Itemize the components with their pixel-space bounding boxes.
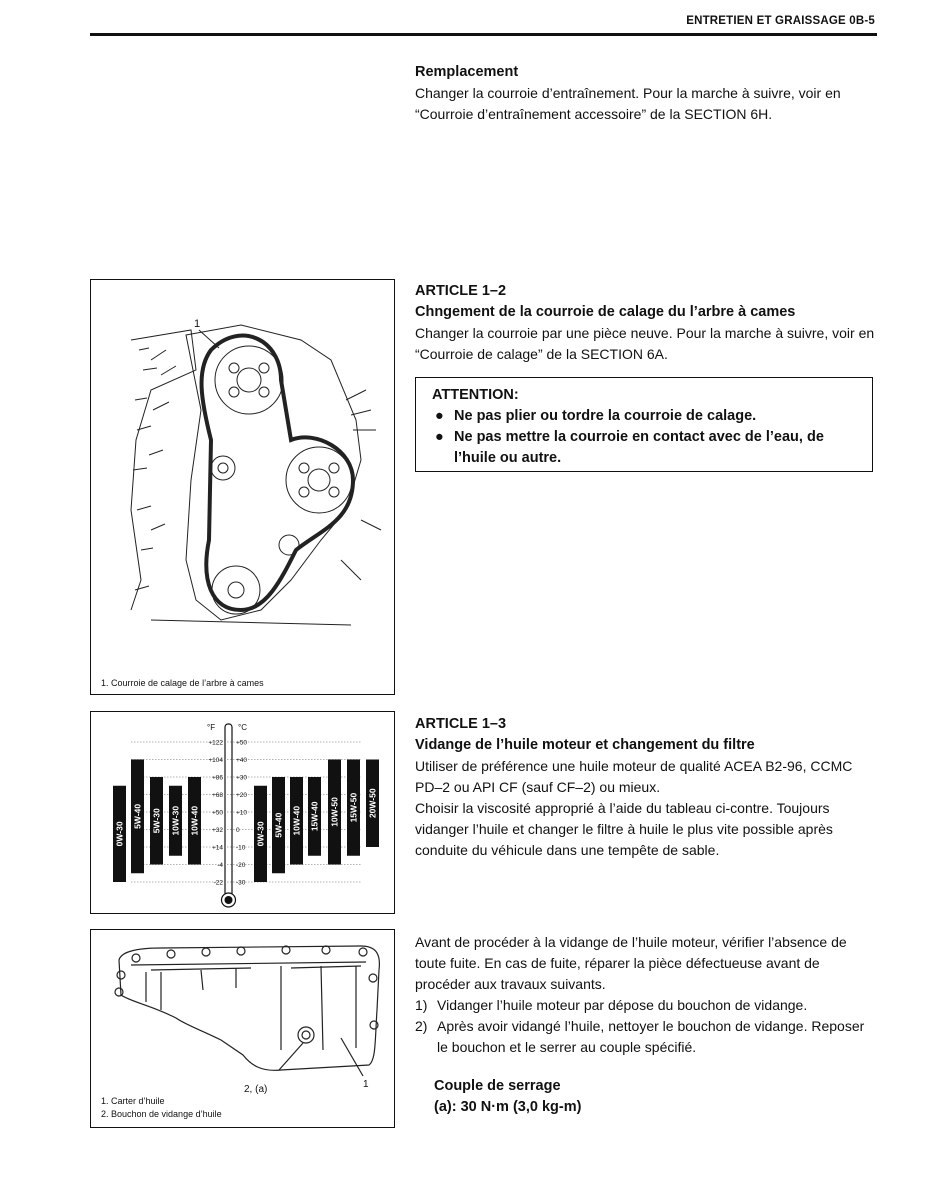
torque-label: Couple de serrage [434, 1078, 561, 1094]
viscosity-chart [91, 712, 394, 913]
viscosity-grade-label: 0W-30 [255, 821, 266, 847]
article-1-2-title: ARTICLE 1–2 [415, 283, 507, 299]
f-tick-label: +86 [211, 774, 223, 782]
article-1-3-title: ARTICLE 1–3 [415, 716, 507, 732]
c-tick-label: +10 [236, 809, 248, 817]
step-text: Après avoir vidangé l’huile, nettoyer le bouchon de vidange. Reposer le bouchon et le serrer au couple spécifié. [437, 1018, 865, 1055]
replacement-section [415, 62, 875, 125]
viscosity-grade-label: 15W-50 [348, 792, 359, 823]
f-tick-label: -22 [213, 879, 223, 887]
article-1-3-subtitle: Vidange de l’huile moteur et changement du filtre [415, 737, 755, 753]
step-item [415, 1016, 875, 1058]
article-1-3-text-1: Utiliser de préférence une huile moteur de qualité ACEA B2-96, CCMC PD–2 ou API CF (sauf CF–2) ou mieux. [415, 758, 853, 795]
article-1-2-section [415, 281, 875, 365]
pan-callout-2: 2, (a) [244, 1084, 268, 1095]
pan-caption-2: 2. Bouchon de vidange d’huile [101, 1109, 222, 1119]
bullet-icon: ● [435, 408, 444, 424]
viscosity-grade-label: 20W-50 [367, 788, 378, 819]
f-tick-label: +68 [211, 792, 223, 799]
viscosity-grade-label: 15W-40 [309, 801, 320, 832]
attention-item-text: Ne pas plier ou tordre la courroie de calage. [454, 408, 757, 424]
viscosity-grade-label: 5W-30 [151, 808, 162, 834]
f-tick-label: +104 [208, 757, 223, 764]
replacement-heading: Remplacement [415, 64, 519, 80]
timing-belt-illustration [91, 280, 394, 674]
attention-item [432, 406, 856, 427]
pan-callout-1: 1 [363, 1079, 369, 1090]
replacement-text: Changer la courroie d’entraînement. Pour la marche à suivre, voir en “Courroie d’entraînement accessoire” de la SECTION 6H. [415, 85, 841, 122]
c-tick-label: -10 [236, 844, 246, 852]
viscosity-grade-label: 5W-40 [273, 812, 284, 838]
viscosity-grade-label: 10W-30 [170, 805, 181, 836]
viscosity-grade-label: 10W-50 [329, 797, 340, 827]
article-1-2-text: Changer la courroie par une pièce neuve. Pour la marche à suivre, voir en “Courroie de calage” de la SECTION 6A. [415, 325, 875, 362]
f-tick-label: -4 [217, 862, 223, 869]
step-number: 2) [415, 1018, 428, 1034]
belt-callout: 1 [194, 318, 201, 330]
c-tick-label: +30 [236, 774, 248, 782]
oil-pan-figure [90, 929, 395, 1128]
c-tick-label: -20 [236, 862, 246, 869]
unit-c-label: °C [238, 723, 247, 732]
c-tick-label: -30 [236, 879, 246, 887]
oil-change-section [415, 932, 875, 1058]
attention-item-text: Ne pas mettre la courroie en contact avec de l’eau, de l’huile ou autre. [454, 429, 824, 466]
f-tick-label: +14 [211, 844, 223, 852]
thermometer-bulb-fill [225, 896, 233, 904]
viscosity-grade-label: 0W-30 [114, 821, 125, 847]
c-tick-label: +20 [236, 792, 248, 799]
torque-value: (a): 30 N·m (3,0 kg-m) [434, 1099, 582, 1115]
oil-change-intro: Avant de procéder à la vidange de l’huile moteur, vérifier l’absence de toute fuite. En cas de fuite, réparer la pièce défectueuse avant de procéder aux travaux suivants. [415, 934, 847, 992]
f-tick-label: +32 [211, 827, 223, 834]
unit-f-label: °F [207, 723, 216, 732]
viscosity-grade-label: 10W-40 [189, 805, 200, 836]
attention-box [415, 377, 873, 472]
pan-caption-1: 1. Carter d’huile [101, 1096, 165, 1106]
article-1-3-section [415, 714, 875, 861]
bullet-icon: ● [435, 429, 444, 445]
article-1-3-text-2: Choisir la viscosité approprié à l’aide du tableau ci-contre. Toujours vidanger l’huile et changer le filtre à huile le plus vite possible après conduite du véhicule dans une tempête de sable. [415, 800, 833, 858]
article-1-2-subtitle: Chngement de la courroie de calage du l’arbre à cames [415, 304, 796, 320]
belt-caption: 1. Courroie de calage de l’arbre à cames [101, 678, 264, 688]
viscosity-grade-label: 10W-40 [291, 805, 302, 836]
c-tick-label: +50 [236, 739, 248, 747]
viscosity-chart-figure [90, 711, 395, 914]
f-tick-label: +50 [211, 809, 223, 817]
f-tick-label: +122 [208, 739, 223, 747]
c-tick-label: 0 [236, 827, 240, 834]
timing-belt-figure [90, 279, 395, 695]
step-item [415, 995, 875, 1016]
header-rule [90, 33, 877, 36]
attention-label: ATTENTION: [432, 387, 519, 403]
step-number: 1) [415, 997, 428, 1013]
attention-item [432, 427, 856, 469]
c-tick-label: +40 [236, 757, 248, 764]
thermometer-tube [225, 724, 232, 896]
step-text: Vidanger l’huile moteur par dépose du bouchon de vidange. [437, 997, 808, 1013]
page-header: ENTRETIEN ET GRAISSAGE 0B-5 [686, 15, 875, 27]
viscosity-grade-label: 5W-40 [132, 803, 143, 829]
